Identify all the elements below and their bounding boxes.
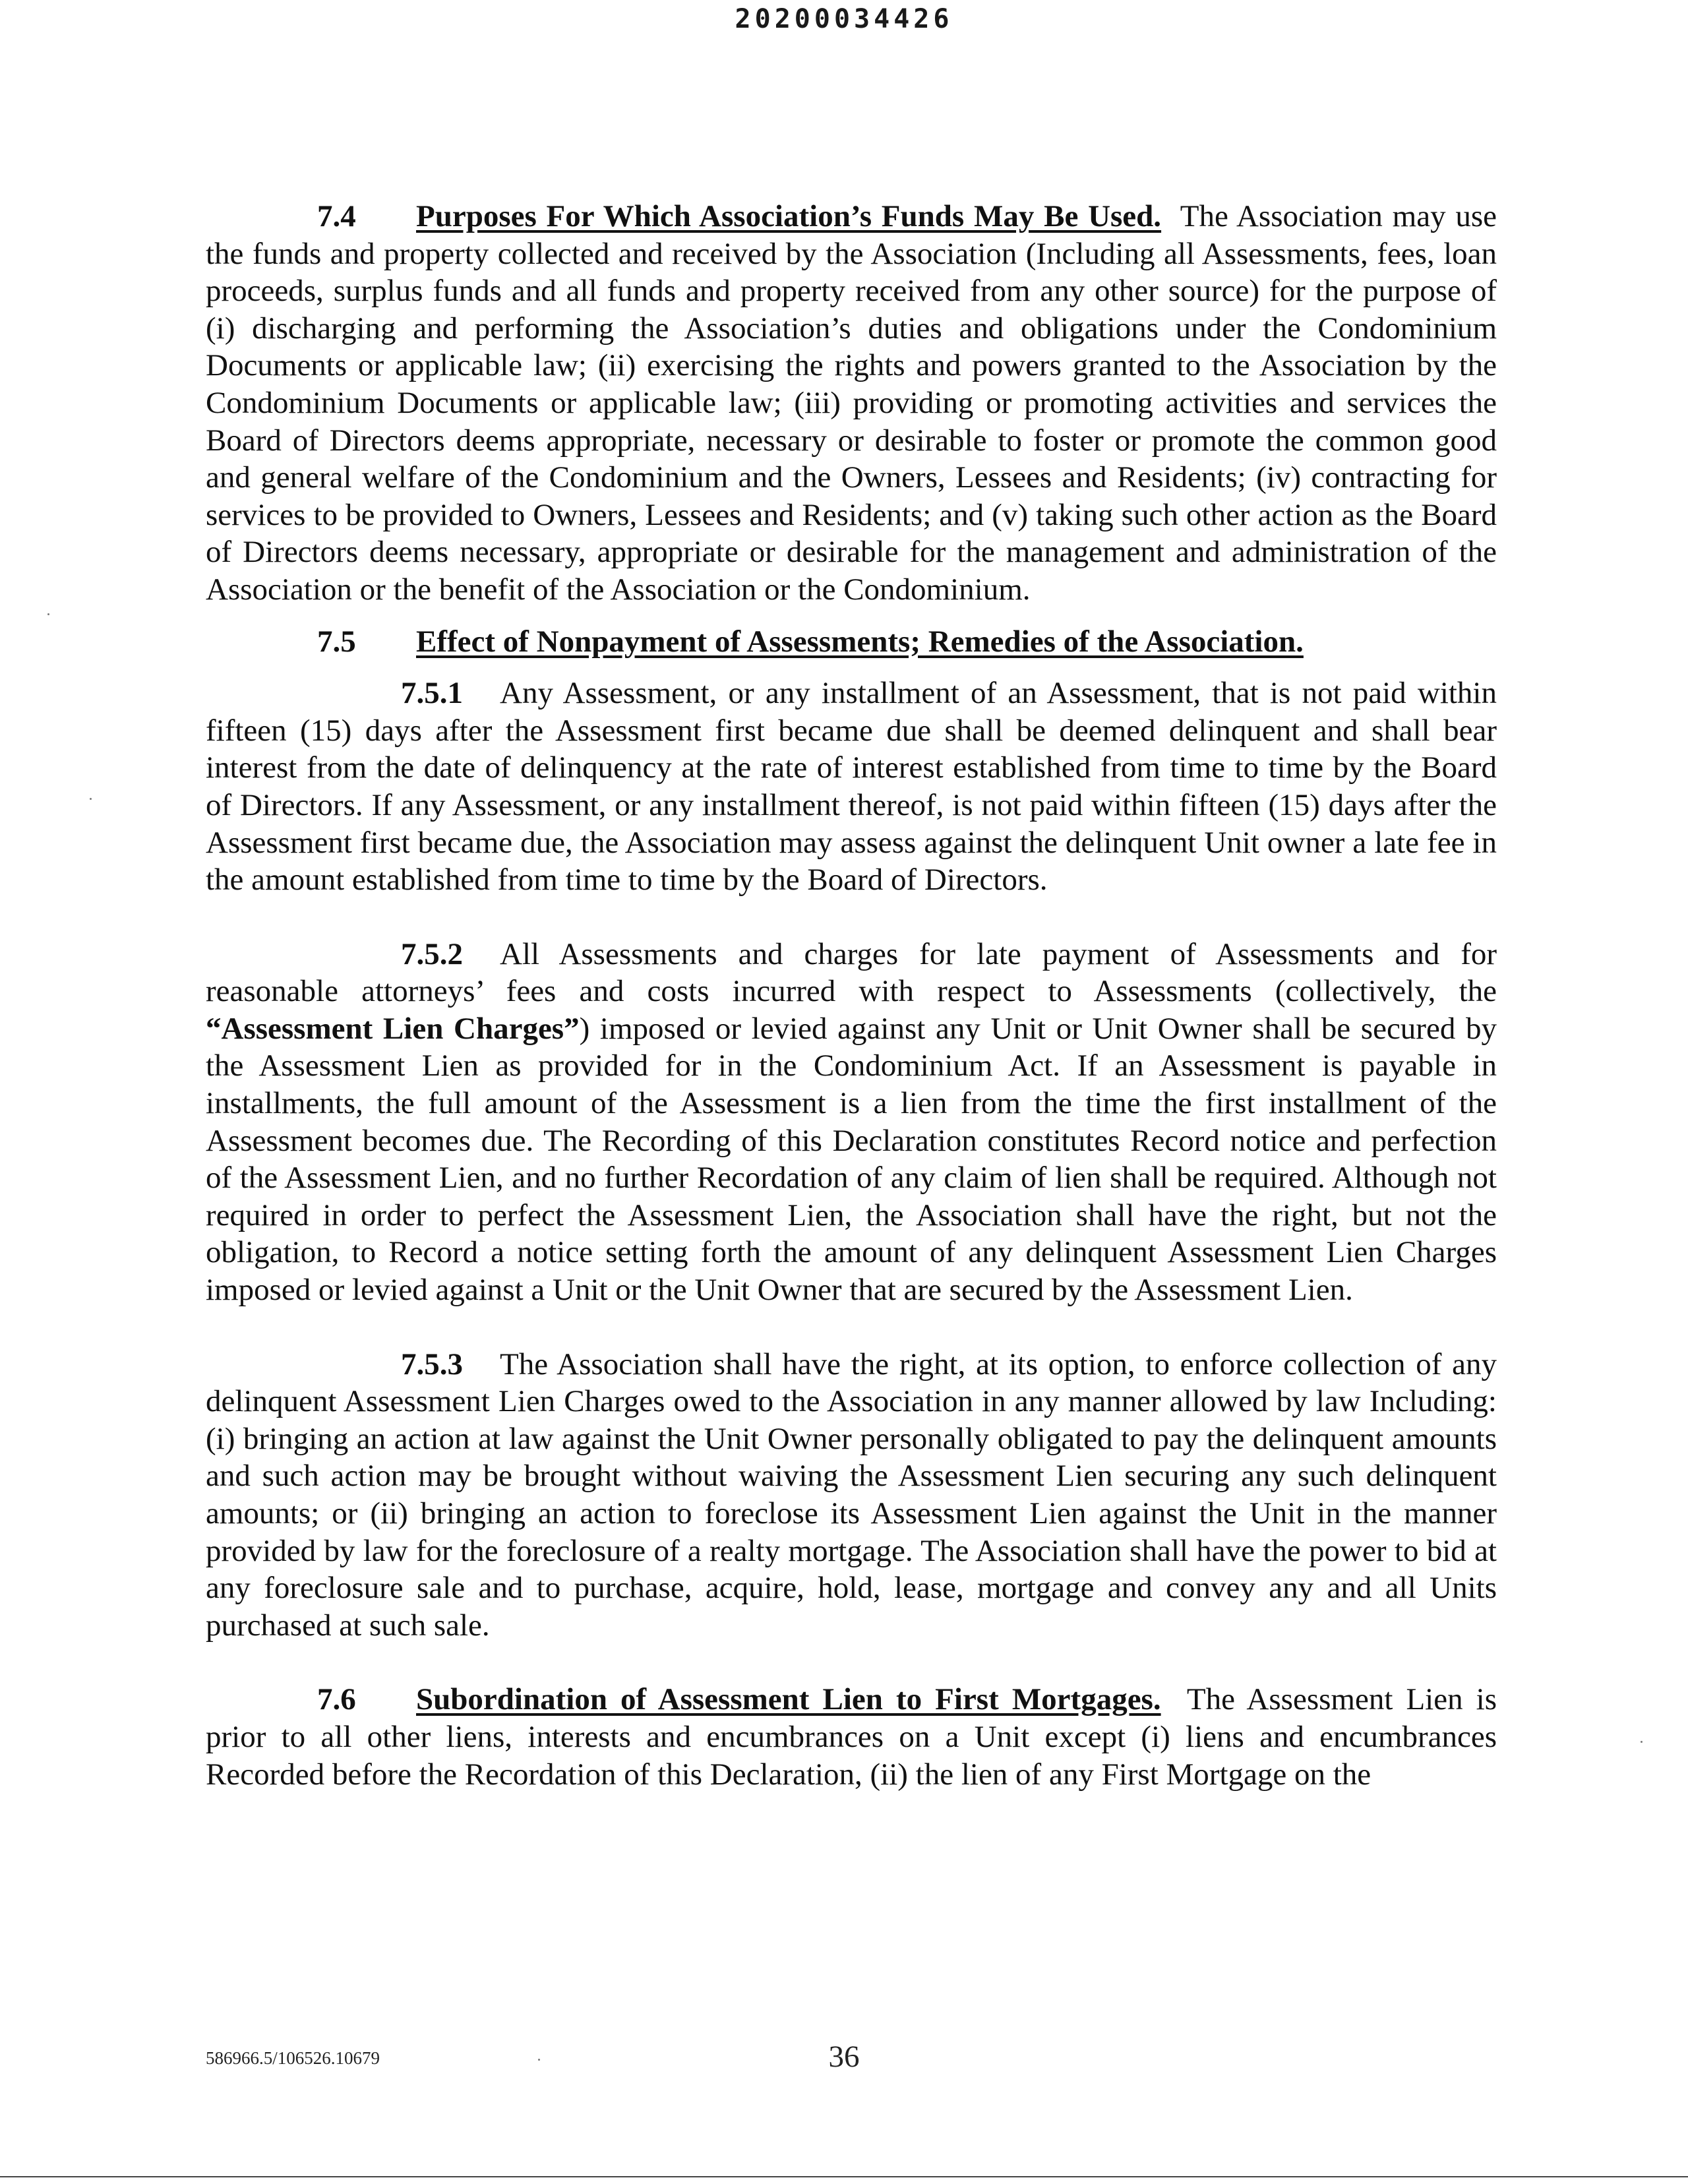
section-title: Effect of Nonpayment of Assessments; Remedies of the Association. <box>416 624 1304 659</box>
section-number: 7.6 <box>317 1682 356 1717</box>
defined-term: “Assessment Lien Charges” <box>206 1011 580 1046</box>
section-7-5-heading <box>206 623 1497 661</box>
section-title: Purposes For Which Association’s Funds May Be Used. <box>416 199 1162 233</box>
subsection-number: 7.5.1 <box>401 676 463 711</box>
section-7-5-1 <box>206 675 1497 899</box>
scan-speck <box>538 2059 540 2061</box>
section-number: 7.5 <box>317 624 356 659</box>
section-7-6 <box>206 1681 1497 1793</box>
section-number: 7.4 <box>317 199 356 233</box>
recording-number: 20200034426 <box>735 4 953 34</box>
page-number: 36 <box>828 2040 860 2074</box>
section-text: The Association may use the funds and property collected and received by the Association (Including all Assessments, fees, loan proceeds, surplus funds and all funds and property received from any other source) for the purpose of (i) discharging and performing the Association’s duties and obligations under the Condominium Documents or applicable law; (ii) exercising the rights and powers granted to the Association by the Condominium Documents or applicable law; (iii) providing or promoting activities and services the Board of Directors deems appropriate, necessary or desirable to foster or promote the common good and general welfare of the Condominium and the Owners, Lessees and Residents; (iv) contracting for services to be provided to Owners, Lessees and Residents; and (v) taking such other action as the Board of Directors deems necessary, appropriate or desirable for the management and administration of the Association or the benefit of the Association or the Condominium. <box>206 199 1497 607</box>
document-body <box>206 198 1497 1793</box>
subsection-text: Any Assessment, or any installment of an Assessment, that is not paid within fifteen (15) days after the Assessment first became due shall be deemed delinquent and shall bear interest from the date of delinquency at the rate of interest established from time to time by the Board of Directors. If any Assessment, or any installment thereof, is not paid within fifteen (15) days after the Assessment first became due, the Association may assess against the delinquent Unit owner a late fee in the amount established from time to time by the Board of Directors. <box>206 676 1497 897</box>
subsection-number: 7.5.3 <box>401 1347 463 1381</box>
section-7-5-3 <box>206 1346 1497 1645</box>
scan-speck <box>90 798 92 800</box>
scan-edge-line <box>0 2176 1688 2177</box>
footer-document-id: 586966.5/106526.10679 <box>206 2048 380 2068</box>
scan-speck <box>47 613 49 615</box>
scan-speck <box>1641 1741 1643 1743</box>
subsection-text-before: All Assessments and charges for late payment of Assessments and for reasonable attorneys’ fees and costs incurred with respect to Assessments (collectively, the <box>206 936 1497 1009</box>
section-title: Subordination of Assessment Lien to First Mortgages. <box>416 1682 1161 1717</box>
section-text: The Assessment Lien is prior to all other liens, interests and encumbrances on a Unit except (i) liens and encumbrances Recorded before the Recordation of this Declaration, (ii) the lien of any First Mortgage on the <box>206 1682 1497 1792</box>
subsection-text-after: ) imposed or levied against any Unit or Unit Owner shall be secured by the Assessment Lien as provided for in the Condominium Act. If an Assessment is payable in installments, the full amount of the Assessment is a lien from the time the first installment of the Assessment becomes due. The Recording of this Declaration constitutes Record notice and perfection of the Assessment Lien, and no further Recordation of any claim of lien shall be required. Although not required in order to perfect the Assessment Lien, the Association shall have the right, but not the obligation, to Record a notice setting forth the amount of any delinquent Assessment Lien Charges imposed or levied against a Unit or the Unit Owner that are secured by the Assessment Lien. <box>206 1011 1497 1308</box>
subsection-text: The Association shall have the right, at its option, to enforce collection of any delinquent Assessment Lien Charges owed to the Association in any manner allowed by law Including: (i) bringing an action at law against the Unit Owner personally obligated to pay the delinquent amounts and such action may be brought without waiving the Assessment Lien securing any such delinquent amounts; or (ii) bringing an action to foreclose its Assessment Lien against the Unit in the manner provided by law for the foreclosure of a realty mortgage. The Association shall have the power to bid at any foreclosure sale and to purchase, acquire, hold, lease, mortgage and convey any and all Units purchased at such sale. <box>206 1347 1497 1643</box>
section-7-4 <box>206 198 1497 609</box>
section-7-5-2 <box>206 936 1497 1309</box>
subsection-number: 7.5.2 <box>401 936 463 971</box>
